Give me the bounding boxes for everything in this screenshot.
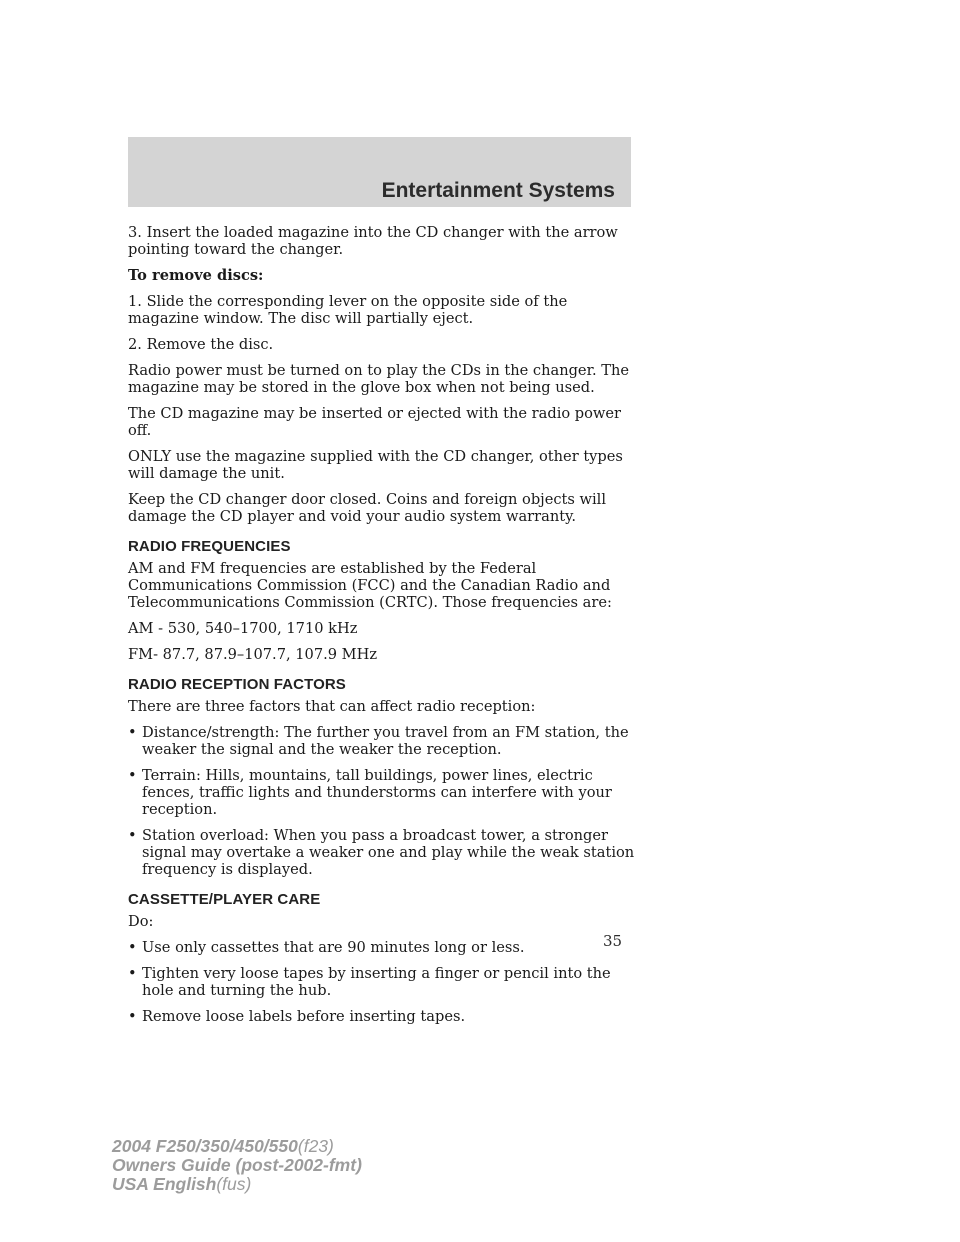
bullet-text: Tighten very loose tapes by inserting a finger or pencil into the hole and turning the hub. — [142, 965, 611, 999]
footer-guide: Owners Guide (post-2002-fmt) — [112, 1155, 362, 1175]
fm-frequencies: FM- 87.7, 87.9–107.7, 107.9 MHz — [128, 646, 378, 663]
footer-language: USA English — [112, 1174, 217, 1194]
bullet-dot: • — [128, 724, 137, 741]
bullet-text: Station overload: When you pass a broadcast tower, a stronger signal may overtake a weaker one and play while the weak station frequency is displayed. — [142, 827, 635, 878]
frequencies-paragraph: AM and FM frequencies are established by the Federal Communications Commission (FCC) and the Canadian Radio and Telecommunications Commission (CRTC). Those frequencies are: — [128, 560, 612, 611]
step-3-text: 3. Insert the loaded magazine into the CD changer with the arrow pointing toward the changer. — [128, 224, 618, 258]
cassette-care-heading: CASSETTE/PLAYER CARE — [128, 891, 321, 908]
section-title: Entertainment Systems — [381, 179, 615, 202]
am-frequencies: AM - 530, 540–1700, 1710 kHz — [128, 620, 358, 637]
bullet-text: Terrain: Hills, mountains, tall buildings, power lines, electric fences, traffic lights and thunderstorms can interfere with your reception. — [142, 767, 612, 818]
footer-line-2 — [112, 1156, 362, 1175]
page-content — [128, 224, 636, 1034]
bullet-dot: • — [128, 965, 137, 982]
bullet-dot: • — [128, 939, 137, 956]
document-footer — [112, 1137, 362, 1194]
care-bullet — [128, 939, 636, 956]
bullet-text: Remove loose labels before inserting tapes. — [142, 1008, 466, 1025]
remove-step-2: 2. Remove the disc. — [128, 336, 274, 353]
care-do-label: Do: — [128, 913, 154, 930]
reception-bullet — [128, 767, 636, 818]
bullet-text: Use only cassettes that are 90 minutes long or less. — [142, 939, 525, 956]
footer-model: 2004 F250/350/450/550 — [112, 1136, 298, 1156]
reception-bullet — [128, 827, 636, 878]
footer-model-code: (f23) — [297, 1136, 334, 1156]
bullet-dot: • — [128, 1008, 137, 1025]
page-number: 35 — [603, 932, 623, 950]
radio-frequencies-heading: RADIO FREQUENCIES — [128, 538, 291, 555]
reception-intro: There are three factors that can affect radio reception: — [128, 698, 536, 715]
care-bullet — [128, 1008, 636, 1025]
footer-line-1 — [112, 1137, 362, 1156]
section-header-band — [128, 137, 631, 207]
footer-language-code: (fus) — [216, 1174, 252, 1194]
remove-discs-heading: To remove discs: — [128, 267, 264, 284]
inserted-paragraph: The CD magazine may be inserted or ejected with the radio power off. — [128, 405, 622, 439]
door-paragraph: Keep the CD changer door closed. Coins and foreign objects will damage the CD player and void your audio system warranty. — [128, 491, 607, 525]
bullet-dot: • — [128, 827, 137, 844]
bullet-dot: • — [128, 767, 137, 784]
care-bullet — [128, 965, 636, 999]
footer-line-3 — [112, 1175, 362, 1194]
reception-bullet — [128, 724, 636, 758]
bullet-text: Distance/strength: The further you travel from an FM station, the weaker the signal and the weaker the reception. — [142, 724, 629, 758]
power-paragraph: Radio power must be turned on to play the CDs in the changer. The magazine may be stored in the glove box when not being used. — [128, 362, 629, 396]
only-magazine-paragraph: ONLY use the magazine supplied with the CD changer, other types will damage the unit. — [128, 448, 623, 482]
reception-factors-heading: RADIO RECEPTION FACTORS — [128, 676, 346, 693]
remove-step-1: 1. Slide the corresponding lever on the opposite side of the magazine window. The disc will partially eject. — [128, 293, 568, 327]
